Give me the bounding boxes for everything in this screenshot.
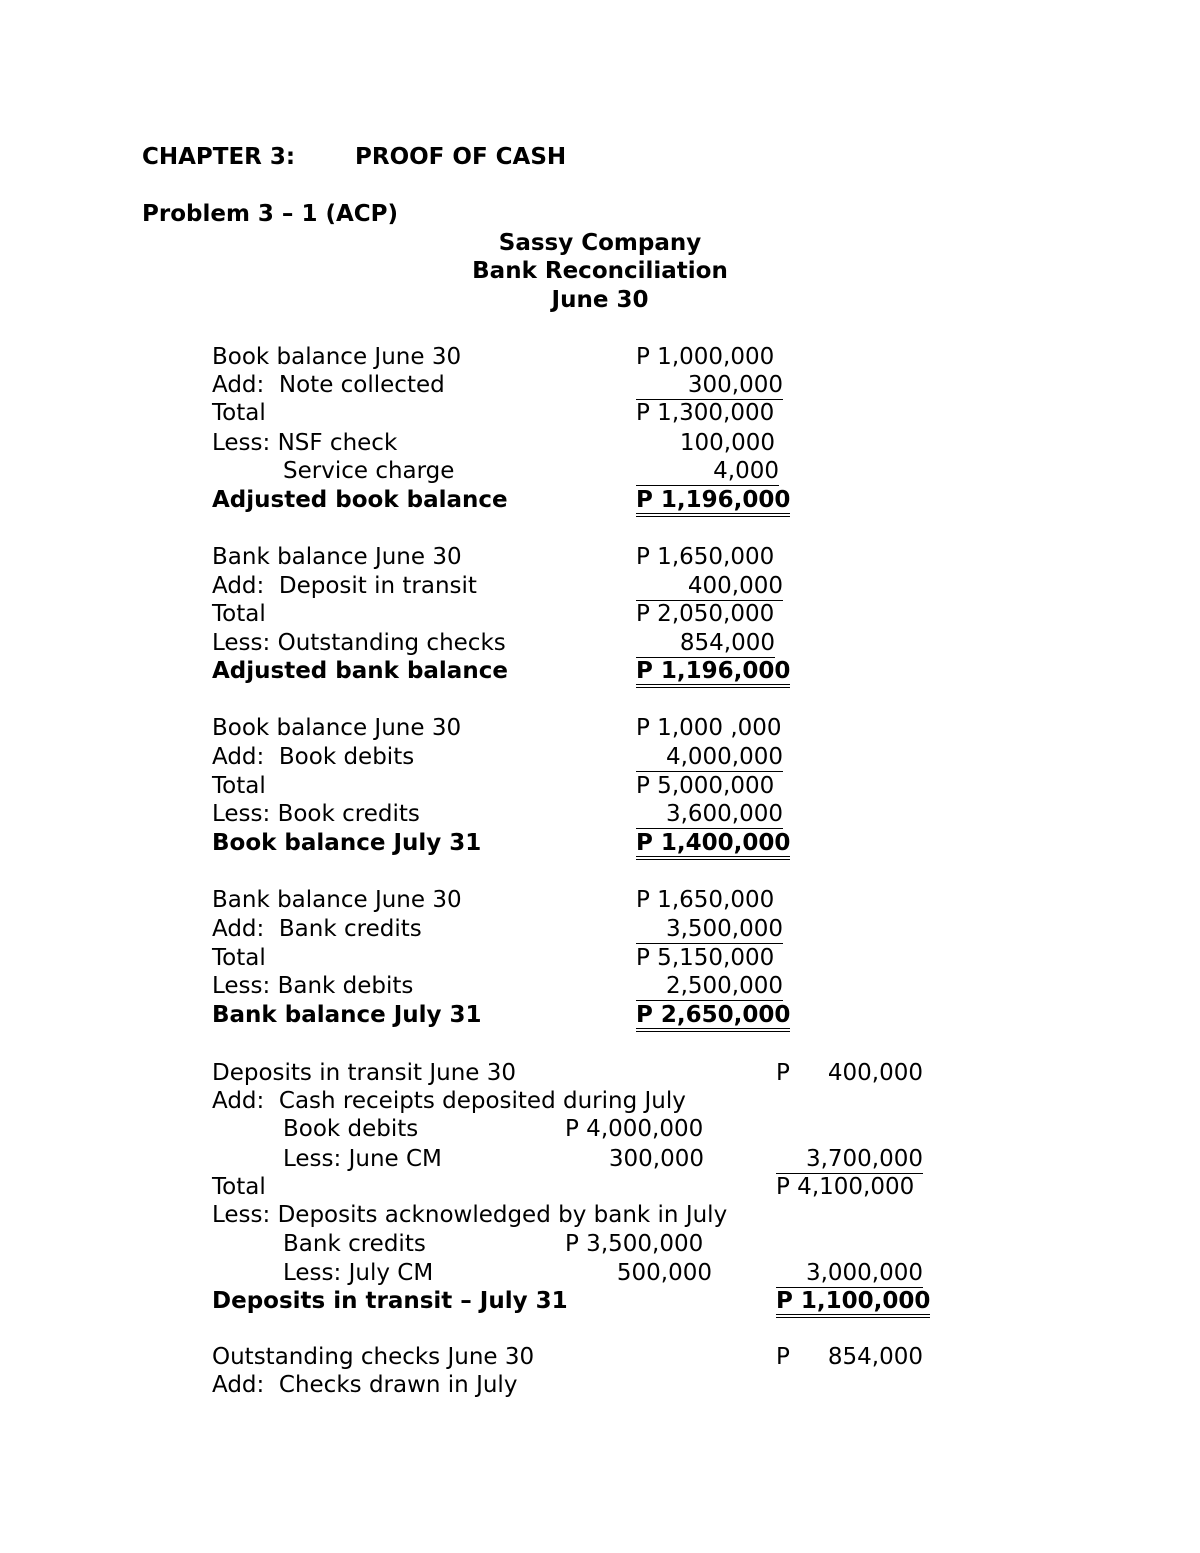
oc-add-label: Add: Checks drawn in July (212, 1372, 518, 1398)
sec4-row4-amount: 2,500,000 (636, 972, 783, 1001)
sec3-row2-label: Add: Book debits (212, 744, 415, 770)
sec2-row4-amount: 854,000 (636, 629, 775, 658)
sec4-row5-label: Bank balance July 31 (212, 1002, 482, 1028)
report-title: Bank Reconciliation (472, 258, 728, 284)
dit-june-label: Deposits in transit June 30 (212, 1060, 517, 1086)
sec4-row2-amount: 3,500,000 (636, 915, 783, 944)
report-date: June 30 (551, 287, 649, 313)
sec1-row3-amount: P 1,300,000 (636, 400, 775, 426)
sec1-row3-label: Total (212, 400, 266, 426)
sec3-row1-label: Book balance June 30 (212, 715, 462, 741)
dit-july-cm-label: Less: July CM (283, 1260, 434, 1286)
sec1-row2-label: Add: Note collected (212, 372, 445, 398)
dit-book-debits-amount: P 4,000,000 (565, 1116, 704, 1142)
sec4-row3-amount: P 5,150,000 (636, 945, 775, 971)
dit-net-less: 3,000,000 (776, 1259, 923, 1288)
dit-june-p: P (776, 1060, 790, 1086)
sec2-row2-label: Add: Deposit in transit (212, 573, 477, 599)
problem-title: Problem 3 – 1 (ACP) (142, 201, 399, 227)
dit-july-label: Deposits in transit – July 31 (212, 1288, 568, 1314)
sec2-row5-amount: P 1,196,000 (636, 658, 790, 688)
dit-bank-credits-amount: P 3,500,000 (565, 1231, 704, 1257)
sec2-row5-label: Adjusted bank balance (212, 658, 508, 684)
dit-bank-credits-label: Bank credits (283, 1231, 426, 1257)
sec3-row3-amount: P 5,000,000 (636, 773, 775, 799)
sec1-row4-label: Less: NSF check (212, 430, 398, 456)
sec3-row5-amount: P 1,400,000 (636, 830, 790, 860)
sec3-row4-label: Less: Book credits (212, 801, 420, 827)
sec3-row4-amount: 3,600,000 (636, 800, 783, 829)
sec3-row3-label: Total (212, 773, 266, 799)
sec3-row5-label: Book balance July 31 (212, 830, 482, 856)
dit-july-amount: P 1,100,000 (776, 1288, 930, 1318)
sec1-row2-amount: 300,000 (636, 371, 783, 400)
dit-june-amount: 400,000 (827, 1060, 923, 1086)
sec1-row4-amount: 100,000 (679, 430, 775, 456)
dit-june-cm-label: Less: June CM (283, 1146, 442, 1172)
chapter-title: PROOF OF CASH (355, 144, 567, 170)
sec2-row3-amount: P 2,050,000 (636, 601, 775, 627)
sec1-row6-amount: P 1,196,000 (636, 487, 790, 517)
sec1-row1-amount: P 1,000,000 (636, 344, 775, 370)
sec4-row5-amount: P 2,650,000 (636, 1002, 790, 1032)
dit-less-label: Less: Deposits acknowledged by bank in July (212, 1202, 728, 1228)
dit-july-cm-amount: 500,000 (616, 1260, 712, 1286)
dit-june-cm-amount: 300,000 (608, 1146, 704, 1172)
sec2-row1-label: Bank balance June 30 (212, 544, 462, 570)
sec1-row5-label: Service charge (283, 458, 455, 484)
dit-add-label: Add: Cash receipts deposited during July (212, 1088, 686, 1114)
sec4-row1-amount: P 1,650,000 (636, 887, 775, 913)
sec2-row4-label: Less: Outstanding checks (212, 630, 506, 656)
sec2-row1-amount: P 1,650,000 (636, 544, 775, 570)
oc-june-label: Outstanding checks June 30 (212, 1344, 535, 1370)
dit-net-add: 3,700,000 (776, 1145, 923, 1174)
oc-june-p: P (776, 1344, 790, 1370)
sec2-row3-label: Total (212, 601, 266, 627)
sec4-row1-label: Bank balance June 30 (212, 887, 462, 913)
dit-total-amount: P 4,100,000 (776, 1174, 915, 1200)
sec4-row2-label: Add: Bank credits (212, 916, 422, 942)
dit-total-label: Total (212, 1174, 266, 1200)
sec4-row4-label: Less: Bank debits (212, 973, 414, 999)
sec1-row5-amount: 4,000 (636, 457, 779, 486)
oc-june-amount: 854,000 (827, 1344, 923, 1370)
chapter-label: CHAPTER 3: (142, 144, 296, 170)
company-name: Sassy Company (498, 230, 702, 256)
sec1-row6-label: Adjusted book balance (212, 487, 508, 513)
sec1-row1-label: Book balance June 30 (212, 344, 462, 370)
sec2-row2-amount: 400,000 (636, 572, 783, 601)
dit-book-debits-label: Book debits (283, 1116, 419, 1142)
sec3-row2-amount: 4,000,000 (636, 743, 783, 772)
sec4-row3-label: Total (212, 945, 266, 971)
sec3-row1-amount: P 1,000 ,000 (636, 715, 782, 741)
